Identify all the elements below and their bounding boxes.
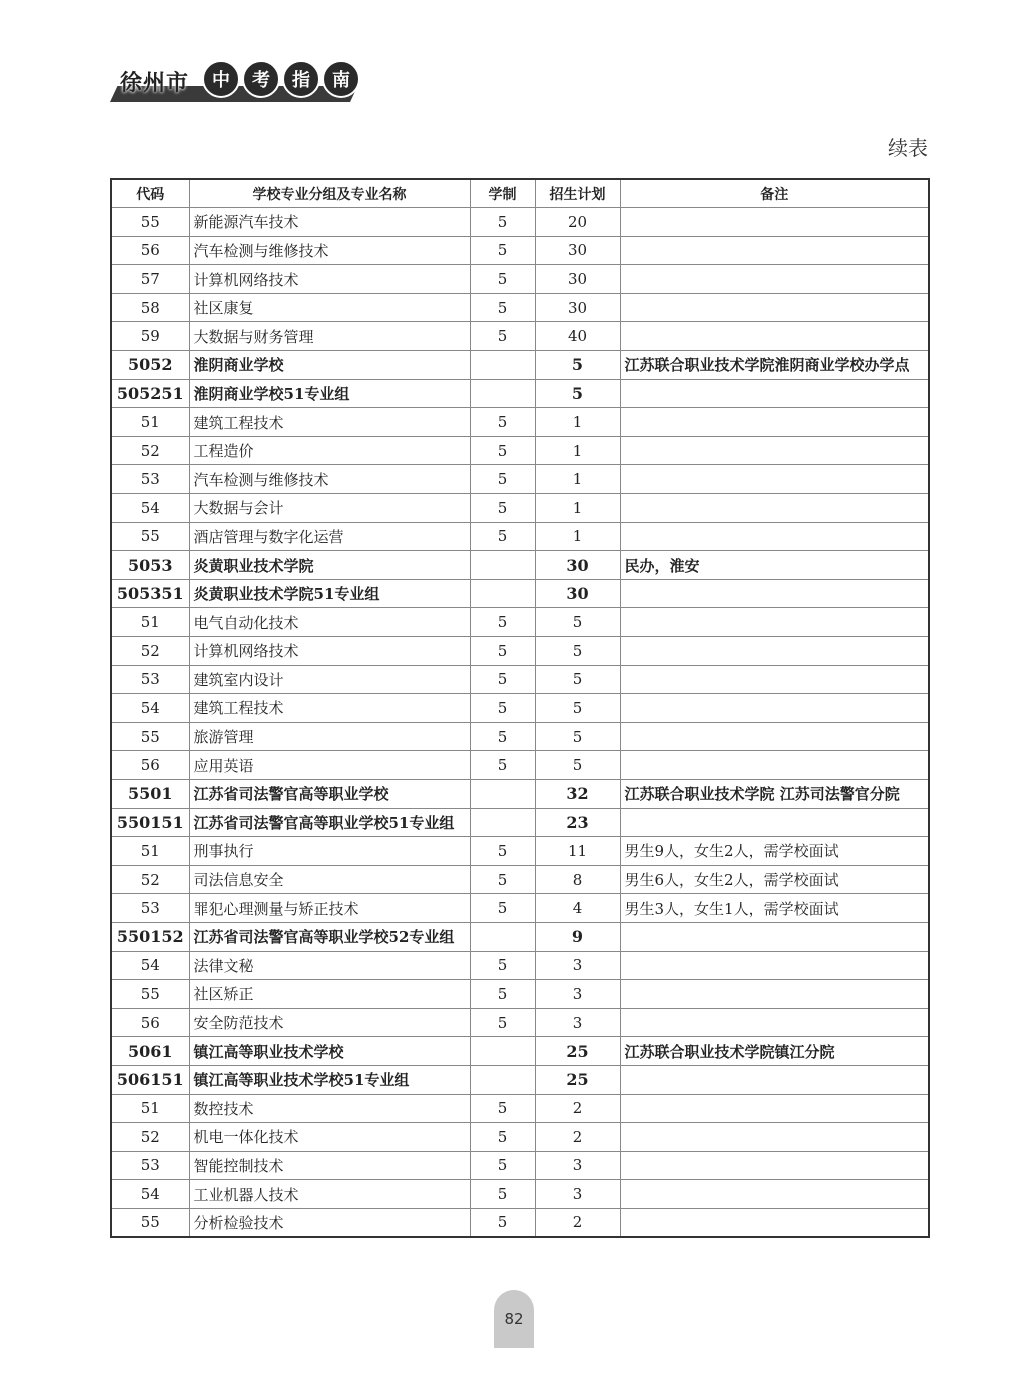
cell-years: 5 <box>470 1094 535 1123</box>
cell-note <box>620 408 929 437</box>
table-row <box>111 208 929 237</box>
cell-note <box>620 322 929 351</box>
cell-plan: 5 <box>535 665 620 694</box>
cell-note <box>620 579 929 608</box>
cell-code: 52 <box>111 436 189 465</box>
cell-plan: 1 <box>535 522 620 551</box>
cell-code: 56 <box>111 236 189 265</box>
cell-name: 建筑工程技术 <box>189 408 470 437</box>
cell-name: 大数据与会计 <box>189 494 470 523</box>
cell-name: 建筑工程技术 <box>189 694 470 723</box>
cell-years: 5 <box>470 1008 535 1037</box>
cell-code: 55 <box>111 722 189 751</box>
column-header-plan: 招生计划 <box>535 179 620 208</box>
cell-note <box>620 494 929 523</box>
column-header-name: 学校专业分组及专业名称 <box>189 179 470 208</box>
cell-plan: 30 <box>535 579 620 608</box>
cell-code: 51 <box>111 608 189 637</box>
cell-name: 江苏省司法警官高等职业学校 <box>189 779 470 808</box>
banner-circle-char: 考 <box>242 60 280 98</box>
table-row <box>111 722 929 751</box>
continued-label: 续表 <box>888 136 928 160</box>
cell-code: 5061 <box>111 1037 189 1066</box>
cell-years: 5 <box>470 837 535 866</box>
cell-code: 56 <box>111 751 189 780</box>
cell-name: 司法信息安全 <box>189 865 470 894</box>
cell-years: 5 <box>470 436 535 465</box>
cell-years <box>470 351 535 380</box>
cell-years: 5 <box>470 1123 535 1152</box>
cell-note <box>620 293 929 322</box>
table-row <box>111 494 929 523</box>
table-row <box>111 808 929 837</box>
cell-note <box>620 265 929 294</box>
cell-plan: 25 <box>535 1037 620 1066</box>
enrollment-table <box>110 178 930 1238</box>
cell-years: 5 <box>470 408 535 437</box>
cell-note <box>620 1180 929 1209</box>
cell-years: 5 <box>470 980 535 1009</box>
table-row <box>111 465 929 494</box>
cell-plan: 30 <box>535 293 620 322</box>
cell-code: 550151 <box>111 808 189 837</box>
cell-years: 5 <box>470 608 535 637</box>
cell-note <box>620 751 929 780</box>
cell-years: 5 <box>470 751 535 780</box>
cell-note <box>620 208 929 237</box>
cell-note <box>620 1151 929 1180</box>
cell-years <box>470 379 535 408</box>
cell-name: 炎黄职业技术学院 <box>189 551 470 580</box>
cell-note <box>620 922 929 951</box>
cell-name: 智能控制技术 <box>189 1151 470 1180</box>
cell-note: 江苏联合职业技术学院镇江分院 <box>620 1037 929 1066</box>
cell-note <box>620 1094 929 1123</box>
cell-code: 56 <box>111 1008 189 1037</box>
table-row <box>111 579 929 608</box>
cell-name: 大数据与财务管理 <box>189 322 470 351</box>
cell-code: 52 <box>111 865 189 894</box>
cell-years <box>470 922 535 951</box>
cell-plan: 3 <box>535 1180 620 1209</box>
cell-name: 电气自动化技术 <box>189 608 470 637</box>
cell-code: 550152 <box>111 922 189 951</box>
cell-name: 江苏省司法警官高等职业学校51专业组 <box>189 808 470 837</box>
table-row <box>111 293 929 322</box>
cell-plan: 4 <box>535 894 620 923</box>
cell-name: 江苏省司法警官高等职业学校52专业组 <box>189 922 470 951</box>
cell-name: 刑事执行 <box>189 837 470 866</box>
cell-years: 5 <box>470 465 535 494</box>
cell-note <box>620 522 929 551</box>
cell-years: 5 <box>470 1180 535 1209</box>
table-row <box>111 779 929 808</box>
table-row <box>111 922 929 951</box>
cell-plan: 3 <box>535 1151 620 1180</box>
cell-plan: 1 <box>535 465 620 494</box>
cell-plan: 11 <box>535 837 620 866</box>
cell-note: 江苏联合职业技术学院淮阴商业学校办学点 <box>620 351 929 380</box>
cell-years: 5 <box>470 208 535 237</box>
cell-plan: 25 <box>535 1065 620 1094</box>
column-header-note: 备注 <box>620 179 929 208</box>
banner-circle-char: 指 <box>282 60 320 98</box>
cell-years: 5 <box>470 865 535 894</box>
cell-note <box>620 980 929 1009</box>
table-row <box>111 1094 929 1123</box>
cell-name: 淮阴商业学校51专业组 <box>189 379 470 408</box>
cell-code: 51 <box>111 837 189 866</box>
cell-code: 52 <box>111 637 189 666</box>
cell-years: 5 <box>470 1151 535 1180</box>
table-row <box>111 1151 929 1180</box>
table-row <box>111 837 929 866</box>
cell-years <box>470 808 535 837</box>
page-number: 82 <box>494 1290 534 1348</box>
cell-code: 51 <box>111 408 189 437</box>
cell-note <box>620 637 929 666</box>
cell-years: 5 <box>470 1208 535 1237</box>
cell-note <box>620 379 929 408</box>
cell-years: 5 <box>470 236 535 265</box>
cell-name: 安全防范技术 <box>189 1008 470 1037</box>
cell-note <box>620 1065 929 1094</box>
banner-circle-char: 中 <box>202 60 240 98</box>
cell-years: 5 <box>470 637 535 666</box>
table-row <box>111 1180 929 1209</box>
cell-name: 建筑室内设计 <box>189 665 470 694</box>
cell-plan: 5 <box>535 751 620 780</box>
cell-note <box>620 808 929 837</box>
table-row <box>111 608 929 637</box>
cell-code: 5052 <box>111 351 189 380</box>
cell-years <box>470 1037 535 1066</box>
cell-name: 应用英语 <box>189 751 470 780</box>
table-row <box>111 751 929 780</box>
cell-years: 5 <box>470 665 535 694</box>
cell-code: 52 <box>111 1123 189 1152</box>
table-row <box>111 1008 929 1037</box>
table-row <box>111 980 929 1009</box>
cell-name: 计算机网络技术 <box>189 265 470 294</box>
table-row <box>111 637 929 666</box>
banner-title: 徐州市 <box>120 71 190 96</box>
cell-note <box>620 722 929 751</box>
cell-code: 53 <box>111 894 189 923</box>
cell-plan: 5 <box>535 351 620 380</box>
cell-code: 53 <box>111 1151 189 1180</box>
cell-note: 男生9人，女生2人，需学校面试 <box>620 837 929 866</box>
cell-name: 罪犯心理测量与矫正技术 <box>189 894 470 923</box>
cell-note <box>620 436 929 465</box>
table-row <box>111 694 929 723</box>
cell-plan: 30 <box>535 265 620 294</box>
cell-name: 新能源汽车技术 <box>189 208 470 237</box>
table-row <box>111 551 929 580</box>
cell-code: 5053 <box>111 551 189 580</box>
cell-plan: 9 <box>535 922 620 951</box>
cell-note: 男生6人，女生2人，需学校面试 <box>620 865 929 894</box>
cell-plan: 40 <box>535 322 620 351</box>
cell-code: 53 <box>111 665 189 694</box>
cell-plan: 30 <box>535 551 620 580</box>
table-row <box>111 408 929 437</box>
cell-years <box>470 1065 535 1094</box>
cell-plan: 20 <box>535 208 620 237</box>
cell-code: 505351 <box>111 579 189 608</box>
cell-plan: 30 <box>535 236 620 265</box>
table-row <box>111 1037 929 1066</box>
cell-name: 工业机器人技术 <box>189 1180 470 1209</box>
table-row <box>111 1123 929 1152</box>
table-row <box>111 351 929 380</box>
cell-name: 旅游管理 <box>189 722 470 751</box>
table-header-row <box>111 179 929 208</box>
cell-code: 55 <box>111 980 189 1009</box>
cell-years: 5 <box>470 494 535 523</box>
cell-note: 男生3人，女生1人，需学校面试 <box>620 894 929 923</box>
cell-code: 59 <box>111 322 189 351</box>
cell-note <box>620 608 929 637</box>
cell-code: 54 <box>111 694 189 723</box>
cell-plan: 3 <box>535 1008 620 1037</box>
cell-code: 5501 <box>111 779 189 808</box>
cell-code: 51 <box>111 1094 189 1123</box>
cell-years: 5 <box>470 293 535 322</box>
cell-code: 506151 <box>111 1065 189 1094</box>
table-row <box>111 865 929 894</box>
cell-plan: 5 <box>535 608 620 637</box>
table-row <box>111 265 929 294</box>
table-row <box>111 236 929 265</box>
cell-name: 数控技术 <box>189 1094 470 1123</box>
cell-name: 社区矫正 <box>189 980 470 1009</box>
cell-name: 社区康复 <box>189 293 470 322</box>
cell-note <box>620 1008 929 1037</box>
cell-name: 机电一体化技术 <box>189 1123 470 1152</box>
cell-code: 55 <box>111 208 189 237</box>
cell-years: 5 <box>470 694 535 723</box>
cell-code: 57 <box>111 265 189 294</box>
cell-plan: 1 <box>535 494 620 523</box>
cell-years: 5 <box>470 894 535 923</box>
cell-code: 54 <box>111 494 189 523</box>
cell-name: 镇江高等职业技术学校51专业组 <box>189 1065 470 1094</box>
cell-years: 5 <box>470 722 535 751</box>
cell-plan: 1 <box>535 408 620 437</box>
cell-plan: 1 <box>535 436 620 465</box>
cell-plan: 32 <box>535 779 620 808</box>
table-row <box>111 322 929 351</box>
column-header-years: 学制 <box>470 179 535 208</box>
cell-name: 计算机网络技术 <box>189 637 470 666</box>
cell-code: 53 <box>111 465 189 494</box>
cell-years: 5 <box>470 951 535 980</box>
cell-note <box>620 951 929 980</box>
header-banner <box>110 58 360 108</box>
table-row <box>111 379 929 408</box>
cell-name: 分析检验技术 <box>189 1208 470 1237</box>
table-row <box>111 436 929 465</box>
cell-code: 58 <box>111 293 189 322</box>
cell-code: 505251 <box>111 379 189 408</box>
table-row <box>111 951 929 980</box>
table-row <box>111 894 929 923</box>
cell-name: 炎黄职业技术学院51专业组 <box>189 579 470 608</box>
cell-code: 55 <box>111 1208 189 1237</box>
cell-note <box>620 694 929 723</box>
cell-name: 镇江高等职业技术学校 <box>189 1037 470 1066</box>
cell-note <box>620 1123 929 1152</box>
table-body <box>111 208 929 1237</box>
cell-name: 工程造价 <box>189 436 470 465</box>
cell-name: 汽车检测与维修技术 <box>189 465 470 494</box>
cell-note <box>620 665 929 694</box>
banner-circle-char: 南 <box>322 60 360 98</box>
cell-plan: 23 <box>535 808 620 837</box>
cell-plan: 5 <box>535 637 620 666</box>
column-header-code: 代码 <box>111 179 189 208</box>
table-row <box>111 522 929 551</box>
cell-years <box>470 779 535 808</box>
cell-years <box>470 551 535 580</box>
cell-code: 54 <box>111 951 189 980</box>
cell-plan: 5 <box>535 379 620 408</box>
cell-name: 法律文秘 <box>189 951 470 980</box>
cell-years <box>470 579 535 608</box>
cell-code: 55 <box>111 522 189 551</box>
cell-plan: 8 <box>535 865 620 894</box>
cell-plan: 3 <box>535 951 620 980</box>
cell-years: 5 <box>470 265 535 294</box>
banner-circles <box>202 60 360 98</box>
cell-note: 江苏联合职业技术学院 江苏司法警官分院 <box>620 779 929 808</box>
cell-note <box>620 465 929 494</box>
cell-plan: 2 <box>535 1123 620 1152</box>
cell-plan: 5 <box>535 694 620 723</box>
table-row <box>111 1065 929 1094</box>
cell-name: 淮阴商业学校 <box>189 351 470 380</box>
cell-years: 5 <box>470 322 535 351</box>
table-row <box>111 1208 929 1237</box>
cell-note <box>620 236 929 265</box>
cell-code: 54 <box>111 1180 189 1209</box>
cell-note: 民办，淮安 <box>620 551 929 580</box>
cell-plan: 3 <box>535 980 620 1009</box>
table-row <box>111 665 929 694</box>
cell-name: 酒店管理与数字化运营 <box>189 522 470 551</box>
cell-name: 汽车检测与维修技术 <box>189 236 470 265</box>
cell-note <box>620 1208 929 1237</box>
cell-plan: 2 <box>535 1094 620 1123</box>
cell-years: 5 <box>470 522 535 551</box>
cell-plan: 5 <box>535 722 620 751</box>
cell-plan: 2 <box>535 1208 620 1237</box>
